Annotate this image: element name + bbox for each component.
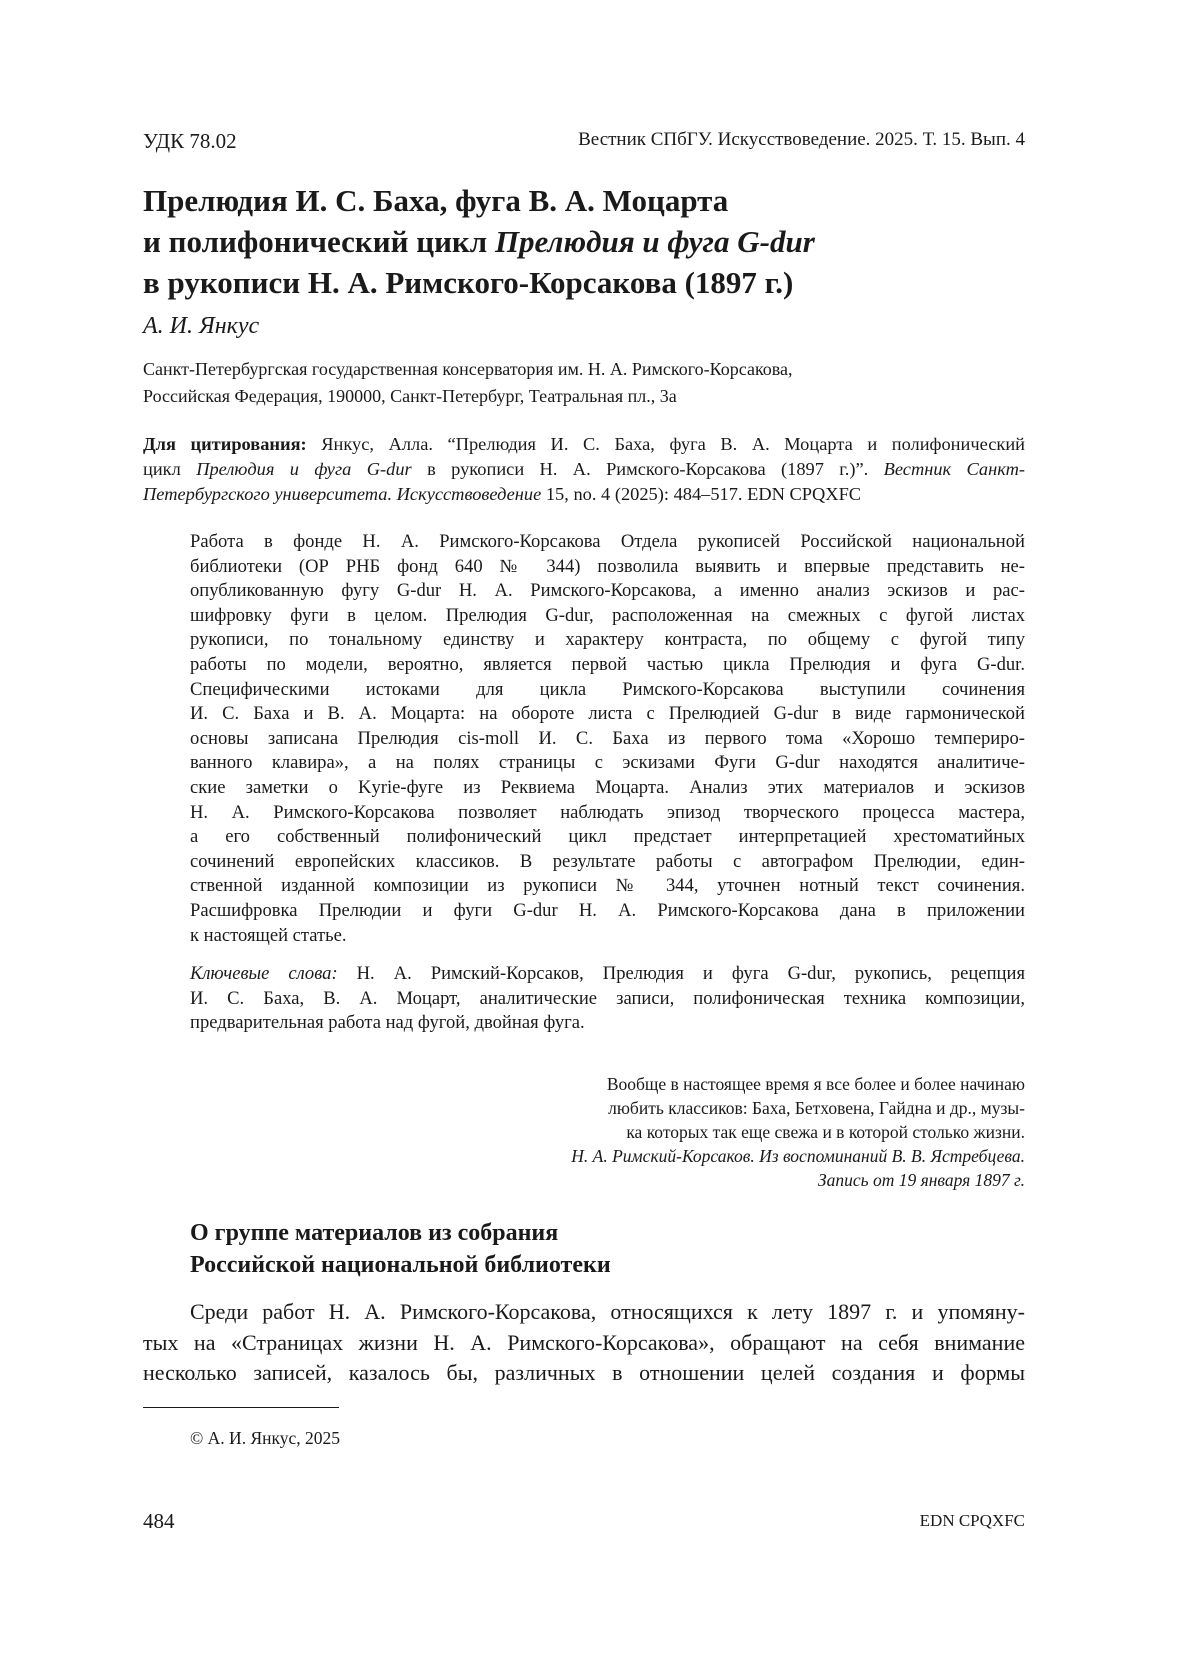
citation-line-2-b: в рукописи Н. А. Римского-Корсакова (1897 г.)”. xyxy=(411,459,884,479)
epigraph-line-1: Вообще в настоящее время я все более и более начинаю xyxy=(606,1074,1025,1094)
citation-line-3-text: 15, no. 4 (2025): 484–517. EDN CPQXFC xyxy=(541,484,862,504)
abstract-line: библиотеки (ОР РНБ фонд 640 № 344) позволила выявить и впервые представить не- xyxy=(190,555,1025,577)
body-line-1: Среди работ Н. А. Римского-Корсакова, относящихся к лету 1897 г. и упомяну- xyxy=(190,1299,1025,1324)
keywords-line-1-text: Н. А. Римский-Корсаков, Прелюдия и фуга G-dur, рукопись, рецепция xyxy=(337,963,1025,984)
citation-line-2-a: цикл xyxy=(143,459,197,479)
title-line-1: Прелюдия И. С. Баха, фуга В. А. Моцарта xyxy=(143,183,729,218)
affiliation-line-1: Санкт-Петербургская государственная консерватория им. Н. А. Римского-Корсакова, xyxy=(143,359,793,379)
citation-block xyxy=(143,432,1025,507)
abstract-line: рукописи, по тональному единству и характеру контраста, по общему с фугой типу xyxy=(190,629,1025,651)
footnote-divider xyxy=(143,1407,339,1408)
title-line-2 xyxy=(143,221,1043,262)
abstract-line: основы записана Прелюдия cis-moll И. С. Баха из первого тома «Хорошо темпериро- xyxy=(190,727,1025,749)
abstract-line: опубликованную фугу G-dur Н. А. Римского-Корсакова, а именно анализ эскизов и рас- xyxy=(190,580,1025,602)
citation-line-3-italic: Петербургского университета. Искусствоведение xyxy=(143,484,542,504)
citation-line-2-italic: Прелюдия и фуга G-dur xyxy=(196,459,412,479)
abstract-line: И. С. Баха и В. А. Моцарта: на обороте листа с Прелюдией G-dur в виде гармонической xyxy=(190,703,1025,725)
title-line-2-text: и полифонический цикл xyxy=(143,224,495,259)
abstract-line: работы по модели, вероятно, является первой частью цикла Прелюдия и фуга G-dur. xyxy=(190,653,1025,675)
copyright-note: © А. И. Янкус, 2025 xyxy=(190,1428,341,1448)
abstract-line: ственной изданной композиции из рукописи № 344, уточнен нотный текст сочинения. xyxy=(190,875,1025,897)
keywords-block xyxy=(190,962,1025,1036)
epigraph-line-3: ка которых так еще свежа и в которой столько жизни. xyxy=(626,1122,1025,1142)
body-line-3: несколько записей, казалось бы, различных в отношении целей создания и формы xyxy=(143,1360,1025,1385)
abstract-line: ванного клавира», а на полях страницы с эскизами Фуги G-dur находятся аналитиче- xyxy=(190,752,1025,774)
author-affiliation xyxy=(143,356,1023,410)
epigraph-line-2: любить классиков: Баха, Бетховена, Гайдна и др., музы- xyxy=(608,1098,1025,1118)
section-heading-line-1: О группе материалов из собрания xyxy=(190,1220,559,1246)
section-heading-line-2: Российской национальной библиотеки xyxy=(190,1252,611,1278)
abstract-line: шифровку фуги в целом. Прелюдия G-dur, расположенная на смежных с фугой листах xyxy=(190,604,1025,626)
section-heading xyxy=(190,1217,611,1281)
abstract-line: Н. А. Римского-Корсакова позволяет наблюдать эпизод творческого процесса мастера, xyxy=(190,801,1025,823)
citation-line-2-italic-2: Вестник Санкт- xyxy=(883,459,1026,479)
epigraph-source-2: Запись от 19 января 1897 г. xyxy=(817,1170,1025,1190)
article-title xyxy=(143,180,1043,303)
citation-line-2 xyxy=(143,457,1025,482)
abstract-line: Расшифровка Прелюдии и фуги G-dur Н. А. Римского-Корсакова дана в приложении xyxy=(190,899,1025,921)
keywords-line-2: И. С. Баха, В. А. Моцарт, аналитические записи, полифоническая техника композиции, xyxy=(190,987,1025,1009)
title-line-2-italic: Прелюдия и фуга G-dur xyxy=(494,224,815,259)
epigraph xyxy=(425,1072,1025,1192)
title-line-3: в рукописи Н. А. Римского-Корсакова (1897 г.) xyxy=(143,265,794,300)
abstract-line: а его собственный полифонический цикл предстает интерпретацией хрестоматийных xyxy=(190,826,1025,848)
abstract-line: ские заметки о Kyrie-фуге из Реквиема Моцарта. Анализ этих материалов и эскизов xyxy=(190,776,1025,798)
citation-line-1-text: Янкус, Алла. “Прелюдия И. С. Баха, фуга В. А. Моцарта и полифонический xyxy=(306,434,1026,454)
keywords-line-3: предварительная работа над фугой, двойная фуга. xyxy=(190,1012,585,1034)
keywords-line-1 xyxy=(190,962,1025,987)
page-number: 484 xyxy=(143,1509,175,1533)
affiliation-line-2: Российская Федерация, 190000, Санкт-Петербург, Театральная пл., 3а xyxy=(143,386,677,406)
abstract-line: к настоящей статье. xyxy=(190,924,347,946)
abstract xyxy=(190,530,1025,948)
abstract-line: Специфическими истоками для цикла Римского-Корсакова выступили сочинения xyxy=(190,678,1025,700)
abstract-line: сочинений европейских классиков. В результате работы с автографом Прелюдии, един- xyxy=(190,850,1025,872)
body-paragraph xyxy=(143,1297,1025,1389)
udk-code: УДК 78.02 xyxy=(143,129,237,153)
journal-header: Вестник СПбГУ. Искусствоведение. 2025. Т. 15. Вып. 4 xyxy=(578,129,1025,150)
citation-line-1 xyxy=(143,432,1025,457)
author-name: А. И. Янкус xyxy=(143,313,260,339)
abstract-line: Работа в фонде Н. А. Римского-Корсакова Отдела рукописей Российской национальной xyxy=(190,531,1025,552)
citation-line-3 xyxy=(143,482,1025,507)
epigraph-source-1: Н. А. Римский-Корсаков. Из воспоминаний В. В. Ястребцева. xyxy=(571,1146,1025,1166)
keywords-label: Ключевые слова: xyxy=(190,963,338,984)
edn-code: EDN CPQXFC xyxy=(919,1511,1025,1530)
citation-label: Для цитирования: xyxy=(143,434,307,454)
body-line-2: тых на «Страницах жизни Н. А. Римского-Корсакова», обращают на себя внимание xyxy=(143,1329,1025,1355)
